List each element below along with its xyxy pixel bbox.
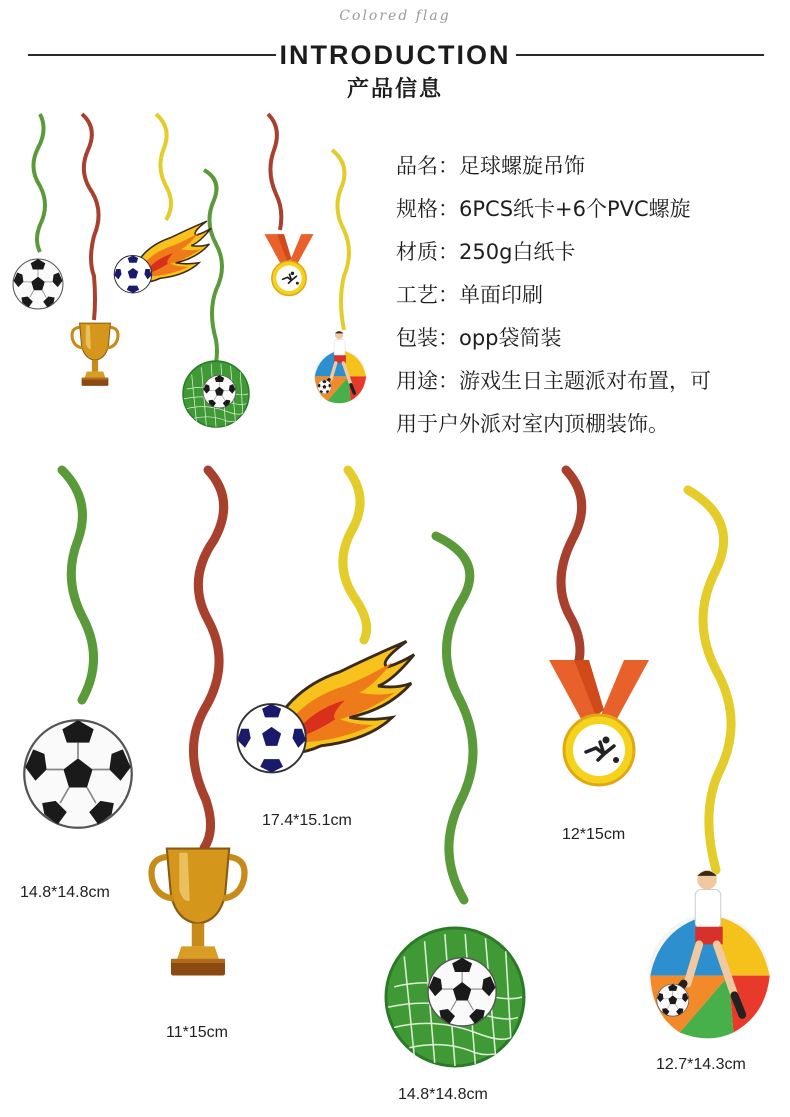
- size-label-fireball: 17.4*15.1cm: [262, 812, 352, 829]
- info-row-craft: 工艺：单面印刷: [396, 283, 543, 307]
- header-script-text: Colored flag: [339, 8, 451, 24]
- size-label-netball: 14.8*14.8cm: [398, 1086, 488, 1103]
- size-label-football: 14.8*14.8cm: [20, 884, 110, 901]
- info-row-material: 材质：250g白纸卡: [396, 240, 576, 264]
- page-subtitle: 产品信息: [346, 77, 443, 102]
- info-usage-continuation: 用于户外派对室内顶棚装饰。: [396, 412, 669, 436]
- size-label-player: 12.7*14.3cm: [656, 1056, 746, 1073]
- info-row-spec: 规格：6PCS纸卡+6个PVC螺旋: [396, 197, 691, 221]
- info-row-package: 包装：opp袋简装: [396, 326, 562, 350]
- size-label-trophy: 11*15cm: [166, 1024, 228, 1041]
- size-label-medal: 12*15cm: [562, 826, 626, 843]
- page-title: INTRODUCTION: [279, 40, 511, 70]
- info-row-name: 品名：足球螺旋吊饰: [396, 154, 585, 178]
- info-row-usage: 用途：游戏生日主题派对布置，可: [396, 369, 711, 393]
